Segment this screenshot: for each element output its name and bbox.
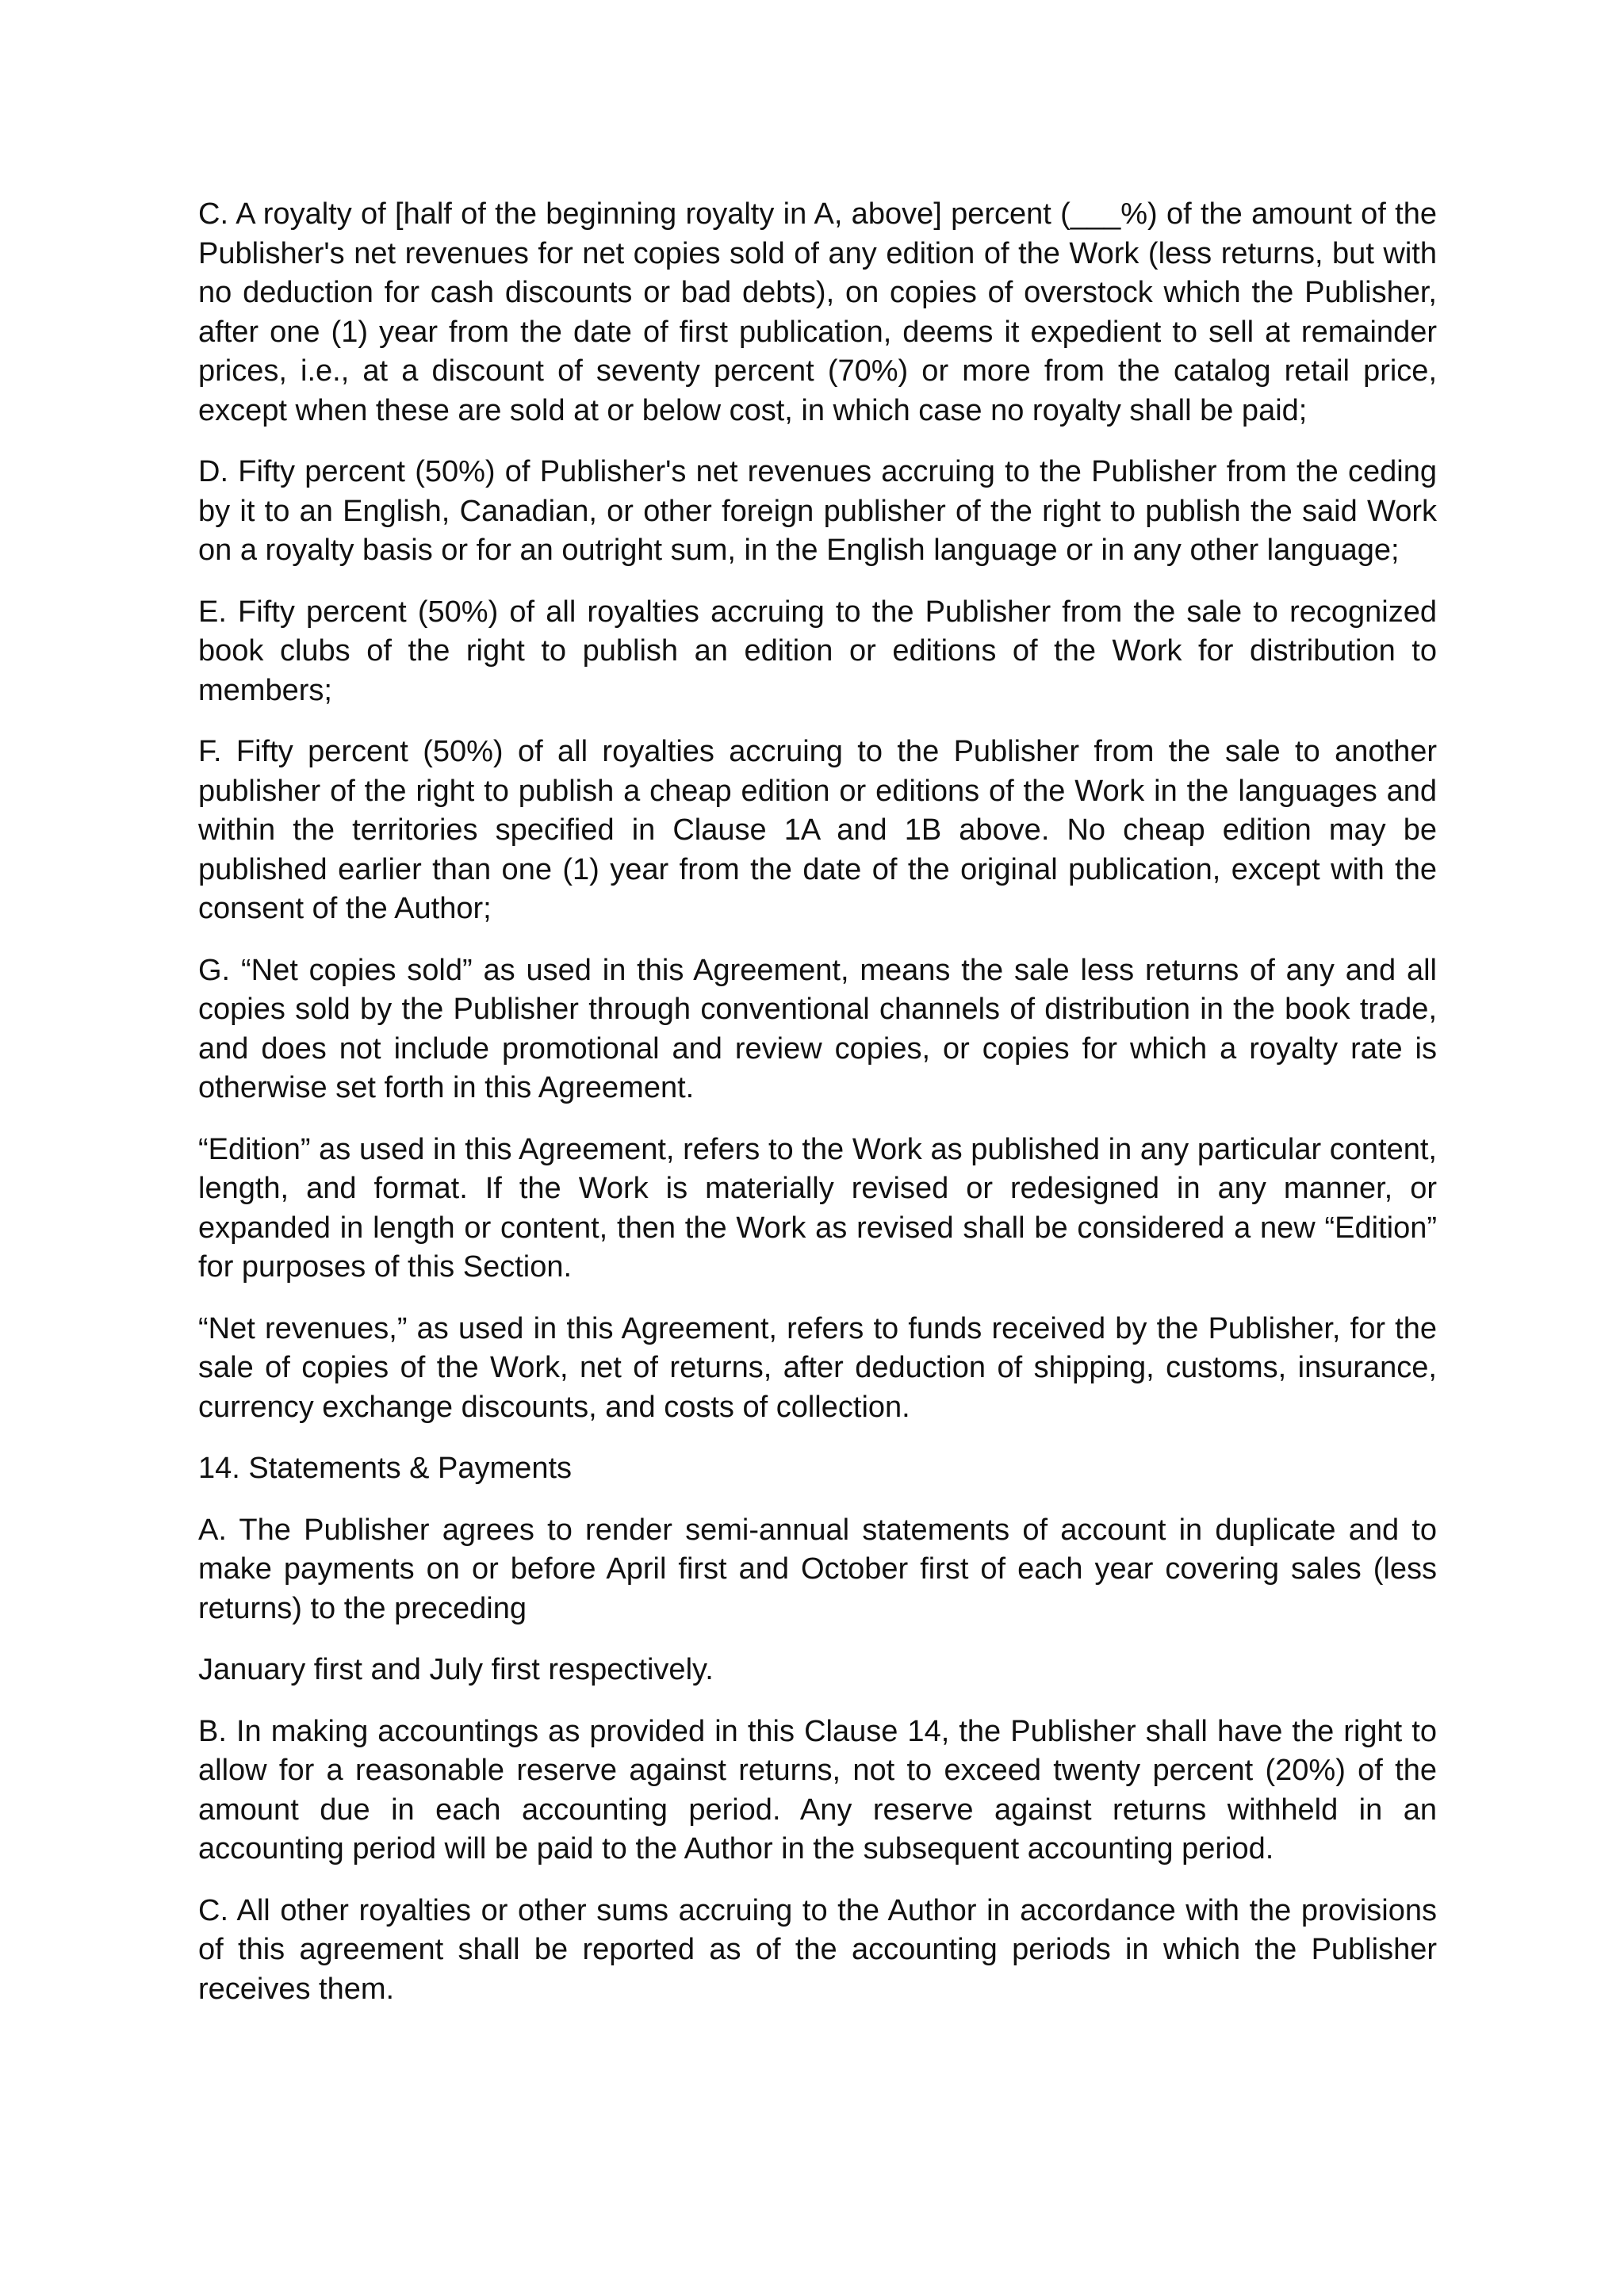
paragraph-clause-13e: E. Fifty percent (50%) of all royalties accruing to the Publisher from the sale to recognized book clubs of the right to publish an edition or editions of the Work for distribution to members; [198,595,1437,707]
paragraph-clause-14a: A. The Publisher agrees to render semi-annual statements of account in duplicate and to make payments on or before April first and October first of each year covering sales (less returns) to the preceding [198,1513,1437,1625]
document-page [198,195,1437,2031]
paragraph-clause-13d: D. Fifty percent (50%) of Publisher's net revenues accruing to the Publisher from the ceding by it to an English, Canadian, or other foreign publisher of the right to publish the said Work on a royalty basis or for an outright sum, in the English language or in any other language; [198,455,1437,567]
section-heading-statements-payments: 14. Statements & Payments [198,1452,573,1485]
paragraph-clause-13f: F. Fifty percent (50%) of all royalties accruing to the Publisher from the sale to another publisher of the right to publish a cheap edition or editions of the Work in the languages and within the territories specified in Clause 1A and 1B above. No cheap edition may be published earlier than one (1) year from the date of the original publication, except with the consent of the Author; [198,735,1437,925]
paragraph-clause-14a-continued: January first and July first respectively. [198,1653,714,1686]
paragraph-edition-definition: “Edition” as used in this Agreement, refers to the Work as published in any particular content, length, and format. If the Work is materially revised or redesigned in any manner, or expanded in length or content, then the Work as revised shall be considered a new “Edition” for purposes of this Section. [198,1132,1437,1284]
paragraph-clause-14b: B. In making accountings as provided in this Clause 14, the Publisher shall have the right to allow for a reasonable reserve against returns, not to exceed twenty percent (20%) of the amount due in each accounting period. Any reserve against returns withheld in an accounting period will be paid to the Author in the subsequent accounting period. [198,1714,1437,1866]
paragraph-clause-14c: C. All other royalties or other sums accruing to the Author in accordance with the provisions of this agreement shall be reported as of the accounting periods in which the Publisher receives them. [198,1893,1437,2006]
paragraph-net-revenues-definition: “Net revenues,” as used in this Agreement, refers to funds received by the Publisher, for the sale of copies of the Work, net of returns, after deduction of shipping, customs, insurance, currency exchange discounts, and costs of collection. [198,1311,1437,1424]
paragraph-clause-13c: C. A royalty of [half of the beginning royalty in A, above] percent (___%) of the amount of the Publisher's net revenues for net copies sold of any edition of the Work (less returns, but with no deduction for cash discounts or bad debts), on copies of overstock which the Publisher, after one (1) year from the date of first publication, deems it expedient to sell at remainder prices, i.e., at a discount of seventy percent (70%) or more from the catalog retail price, except when these are sold at or below cost, in which case no royalty shall be paid; [198,197,1437,427]
paragraph-clause-13g: G. “Net copies sold” as used in this Agreement, means the sale less returns of any and all copies sold by the Publisher through conventional channels of distribution in the book trade, and does not include promotional and review copies, or copies for which a royalty rate is otherwise set forth in this Agreement. [198,953,1437,1104]
